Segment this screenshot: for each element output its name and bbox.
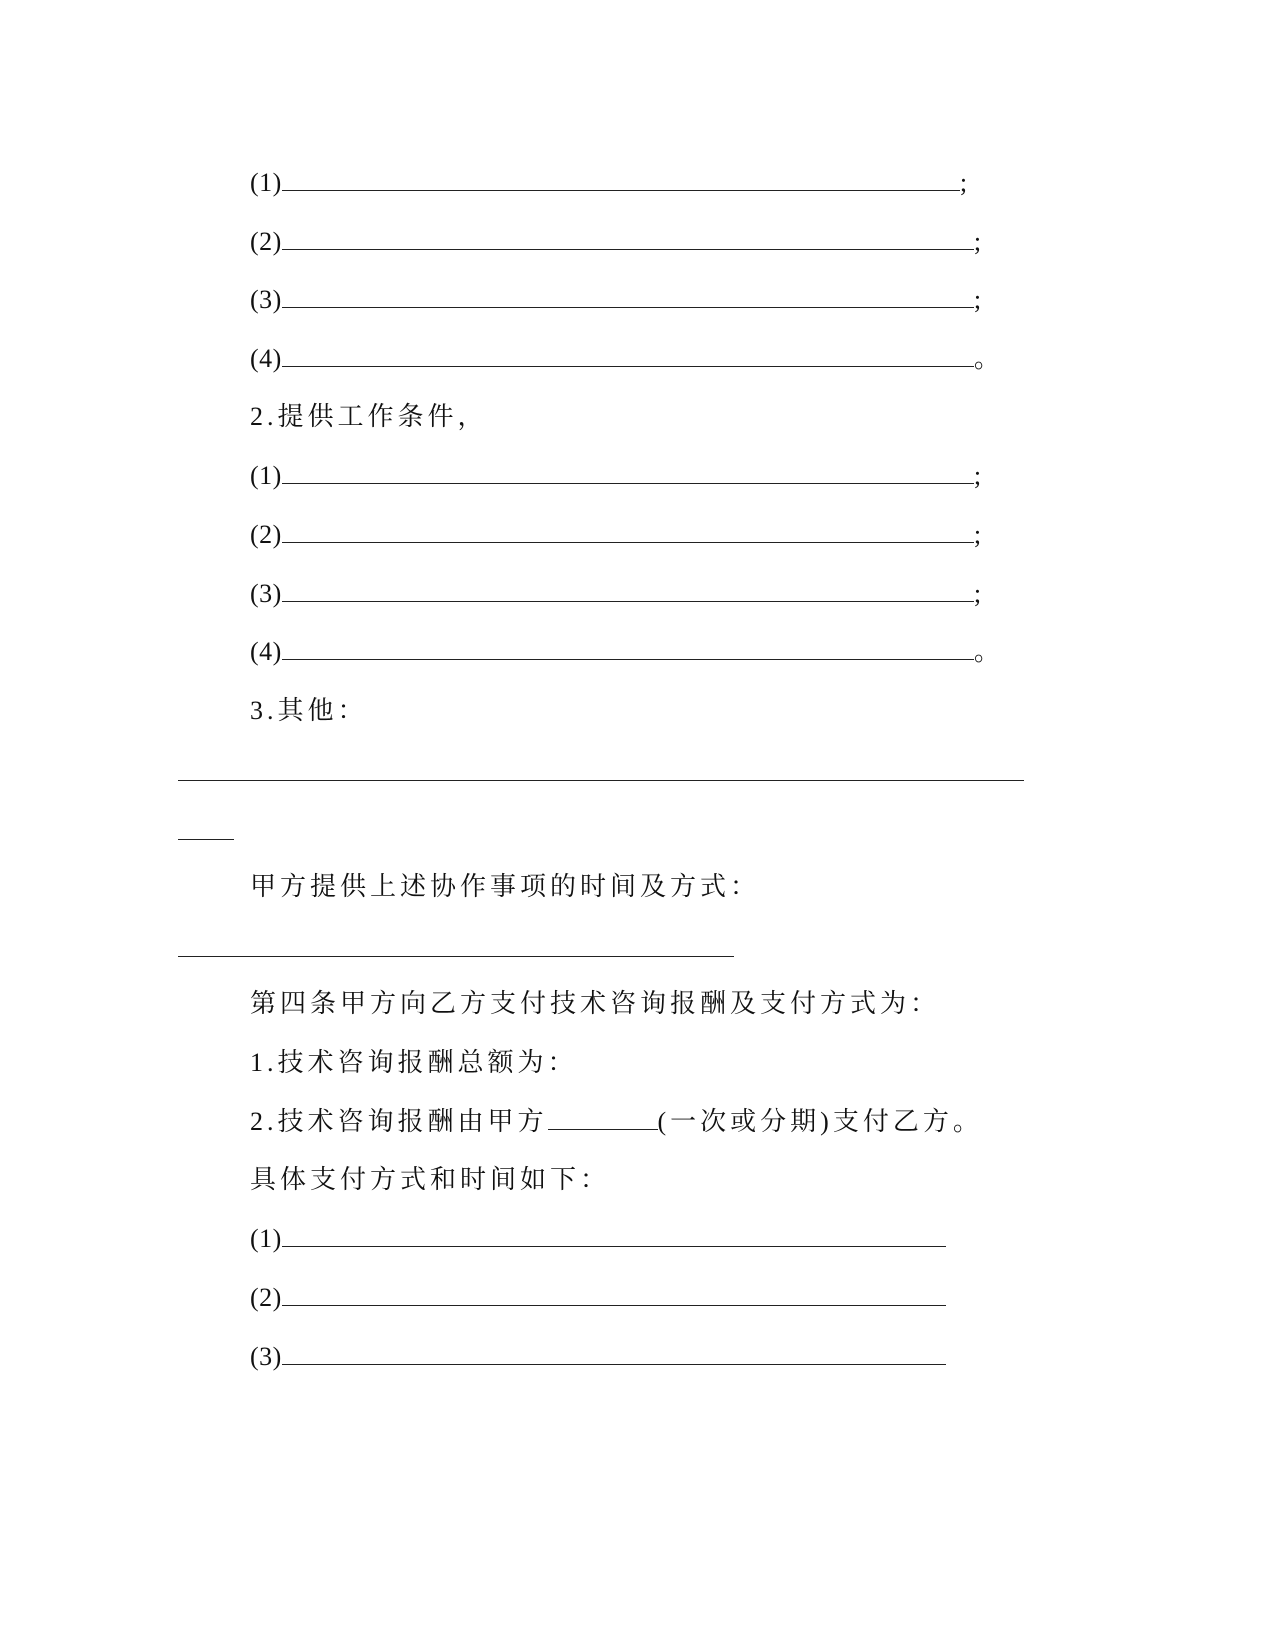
- item-end: 。: [973, 637, 1001, 666]
- list-item: [250, 1342, 946, 1372]
- item-label: (1): [250, 168, 282, 197]
- list-item: [250, 520, 982, 550]
- item-label: (2): [250, 1283, 282, 1312]
- list-item: [250, 227, 982, 257]
- item-label: (1): [250, 461, 282, 490]
- paragraph: [250, 1107, 983, 1137]
- item-label: (2): [250, 520, 282, 549]
- fill-blank[interactable]: [282, 1342, 946, 1365]
- item-end: ;: [973, 461, 982, 490]
- item-label: (3): [250, 285, 282, 314]
- fill-blank[interactable]: [282, 1224, 946, 1247]
- item-end: 。: [973, 344, 1001, 373]
- fill-line[interactable]: [178, 956, 734, 957]
- fill-blank[interactable]: [548, 1107, 658, 1130]
- item-label: (4): [250, 344, 282, 373]
- fill-blank[interactable]: [282, 285, 974, 308]
- list-item: [250, 168, 968, 198]
- paragraph: 甲方提供上述协作事项的时间及方式：: [250, 872, 761, 901]
- fill-blank[interactable]: [282, 344, 974, 367]
- item-end: ;: [973, 520, 982, 549]
- list-item: [250, 579, 982, 609]
- list-item: [250, 461, 982, 491]
- item-end: ;: [973, 579, 982, 608]
- item-label: (2): [250, 227, 282, 256]
- payer-prefix: 2.技术咨询报酬由甲方: [250, 1107, 548, 1136]
- item-end: ;: [973, 285, 982, 314]
- list-item: [250, 344, 1000, 374]
- payer-suffix: (一次或分期)支付乙方。: [657, 1107, 983, 1136]
- fill-blank[interactable]: [282, 520, 974, 543]
- item-label: (1): [250, 1224, 282, 1253]
- item-end: ;: [959, 168, 968, 197]
- fill-line[interactable]: [178, 839, 234, 840]
- list-item: [250, 1283, 946, 1313]
- fill-blank[interactable]: [282, 579, 974, 602]
- item-label: (3): [250, 579, 282, 608]
- list-item: [250, 637, 1000, 667]
- paragraph: 1.技术咨询报酬总额为：: [250, 1048, 578, 1077]
- item-label: (4): [250, 637, 282, 666]
- section-heading: 2.提供工作条件，: [250, 402, 488, 431]
- fill-blank[interactable]: [282, 637, 974, 660]
- section-heading: 3.其他：: [250, 696, 368, 725]
- fill-blank[interactable]: [282, 1283, 946, 1306]
- fill-blank[interactable]: [282, 168, 960, 191]
- article-heading: 第四条甲方向乙方支付技术咨询报酬及支付方式为：: [250, 989, 941, 1018]
- fill-blank[interactable]: [282, 227, 974, 250]
- item-label: (3): [250, 1342, 282, 1371]
- item-end: ;: [973, 227, 982, 256]
- fill-blank[interactable]: [282, 461, 974, 484]
- fill-line[interactable]: [178, 780, 1024, 781]
- list-item: [250, 1224, 946, 1254]
- paragraph: 具体支付方式和时间如下：: [250, 1165, 611, 1194]
- list-item: [250, 285, 982, 315]
